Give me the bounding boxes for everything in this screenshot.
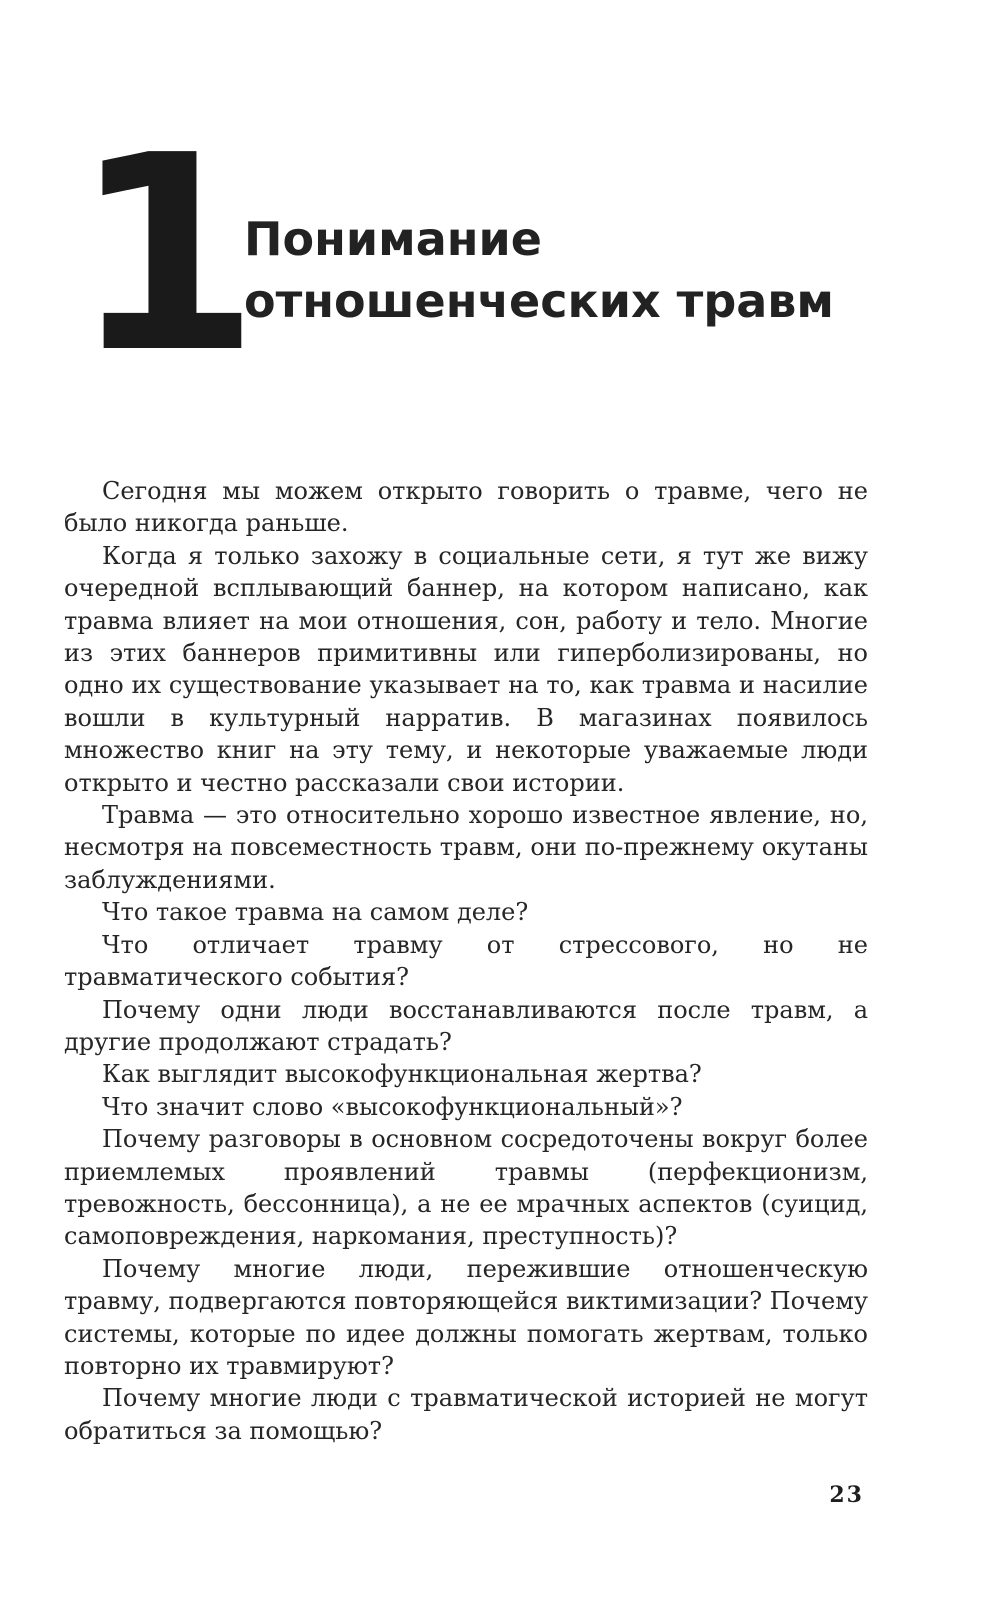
chapter-number: 1 [72,97,256,412]
chapter-title-line-1: Понимание [244,212,542,266]
chapter-title [244,208,834,332]
paragraph: Почему многие люди с травматической историей не могут обратиться за помощью? [64,1384,868,1445]
paragraph: Травма — это относительно хорошо известное явление, но, несмотря на повсеместность травм, они по-прежнему окутаны заблуждениями. [64,801,868,894]
chapter-title-line-2: отношенческих травм [244,274,835,328]
page-number: 23 [829,1482,864,1508]
paragraph: Почему разговоры в основном сосредоточены вокруг более приемлемых проявлений травмы (перфекционизм, тревожность, бессонница), а не ее мрачных аспектов (суицид, самоповреждения, наркомания, преступность)? [64,1125,868,1251]
paragraph: Что такое травма на самом деле? [102,898,529,927]
paragraph: Почему одни люди восстанавливаются после травм, а другие продолжают страдать? [64,995,868,1056]
chapter-header [72,97,932,412]
paragraph: Что значит слово «высокофункциональный»? [102,1092,683,1121]
paragraph: Когда я только захожу в социальные сети, я тут же вижу очередной всплывающий баннер, на котором написано, как травма влияет на мои отношения, сон, работу и тело. Многие из этих баннеров примитивны или гиперболизированы, но одно их существование указывает на то, как травма и насилие вошли в культурный нарратив. В магазинах появилось множество книг на эту тему, и некоторые уважаемые люди открыто и честно рассказали свои истории. [64,541,868,797]
paragraph: Почему многие люди, пережившие отношенческую травму, подвергаются повторяющейся виктимизации? Почему системы, которые по идее должны помогать жертвам, только повторно их травмируют? [64,1254,868,1380]
paragraph: Что отличает травму от стрессового, но не травматического события? [64,930,868,992]
body-text [64,475,868,1447]
paragraph: Как выглядит высокофункциональная жертва? [102,1060,702,1089]
paragraph: Сегодня мы можем открыто говорить о травме, чего не было никогда раньше. [64,477,868,538]
